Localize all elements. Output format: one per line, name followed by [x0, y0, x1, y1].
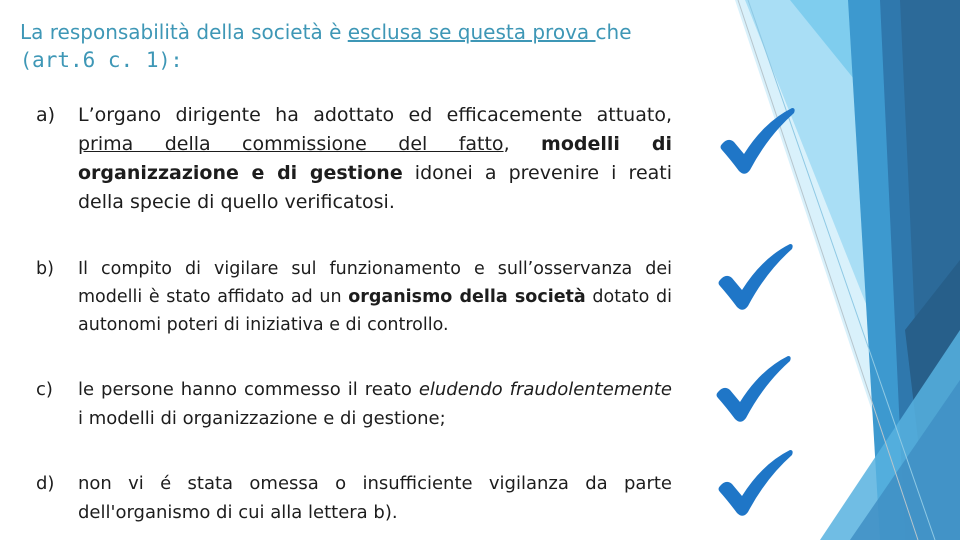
text-run: L’organo dirigente ha adottato ed efficacemente attuato, [78, 104, 672, 126]
italic-text: eludendo fraudolentemente [418, 379, 672, 400]
bold-text: organismo della società [348, 287, 586, 307]
check-icon [714, 352, 794, 428]
title-underlined-text: esclusa se questa prova [347, 20, 596, 44]
list-item-c [36, 375, 672, 433]
text-run: i modelli di organizzazione e di gestione; [78, 408, 446, 429]
check-icon [716, 240, 796, 316]
slide-title [20, 18, 710, 74]
title-line-1 [20, 18, 710, 46]
list-item-text [78, 101, 672, 217]
title-paren-open: ( [20, 48, 33, 72]
list-marker: d) [36, 473, 55, 494]
underlined-text: prima della commissione del fatto [78, 133, 504, 155]
title-text-end: che [595, 20, 632, 44]
text-run: dotato di autonomi poteri di iniziativa e di controllo. [78, 287, 672, 335]
list-item-text [78, 375, 672, 433]
title-text: La responsabilità della società è [20, 20, 348, 44]
check-icon [716, 446, 796, 522]
list-marker: b) [36, 259, 54, 279]
list-marker: c) [36, 379, 53, 400]
text-run: , [503, 133, 542, 155]
article-reference: art.6 c. 1 [32, 48, 159, 72]
text-run: le persone hanno commesso il reato [78, 379, 419, 400]
list-item-a [36, 101, 672, 217]
bold-text: modelli di organizzazione e di gestione [78, 133, 672, 184]
check-icon [718, 104, 798, 180]
title-paren-close: ): [158, 48, 183, 72]
list-marker: a) [36, 104, 56, 126]
text-run: non vi é stata omessa o insufficiente vigilanza da parte dell'organismo di cui alla lettera b). [78, 473, 672, 523]
list-item-text [78, 255, 672, 339]
text-run: Il compito di vigilare sul funzionamento e sull’osservanza dei modelli è stato affidato ad un [78, 259, 672, 307]
list-item-text [78, 469, 672, 527]
title-line-2 [20, 46, 710, 74]
text-run: idonei a prevenire i reati della specie di quello verificatosi. [78, 162, 673, 213]
list-item-b [36, 255, 672, 339]
list-item-d [36, 469, 672, 527]
